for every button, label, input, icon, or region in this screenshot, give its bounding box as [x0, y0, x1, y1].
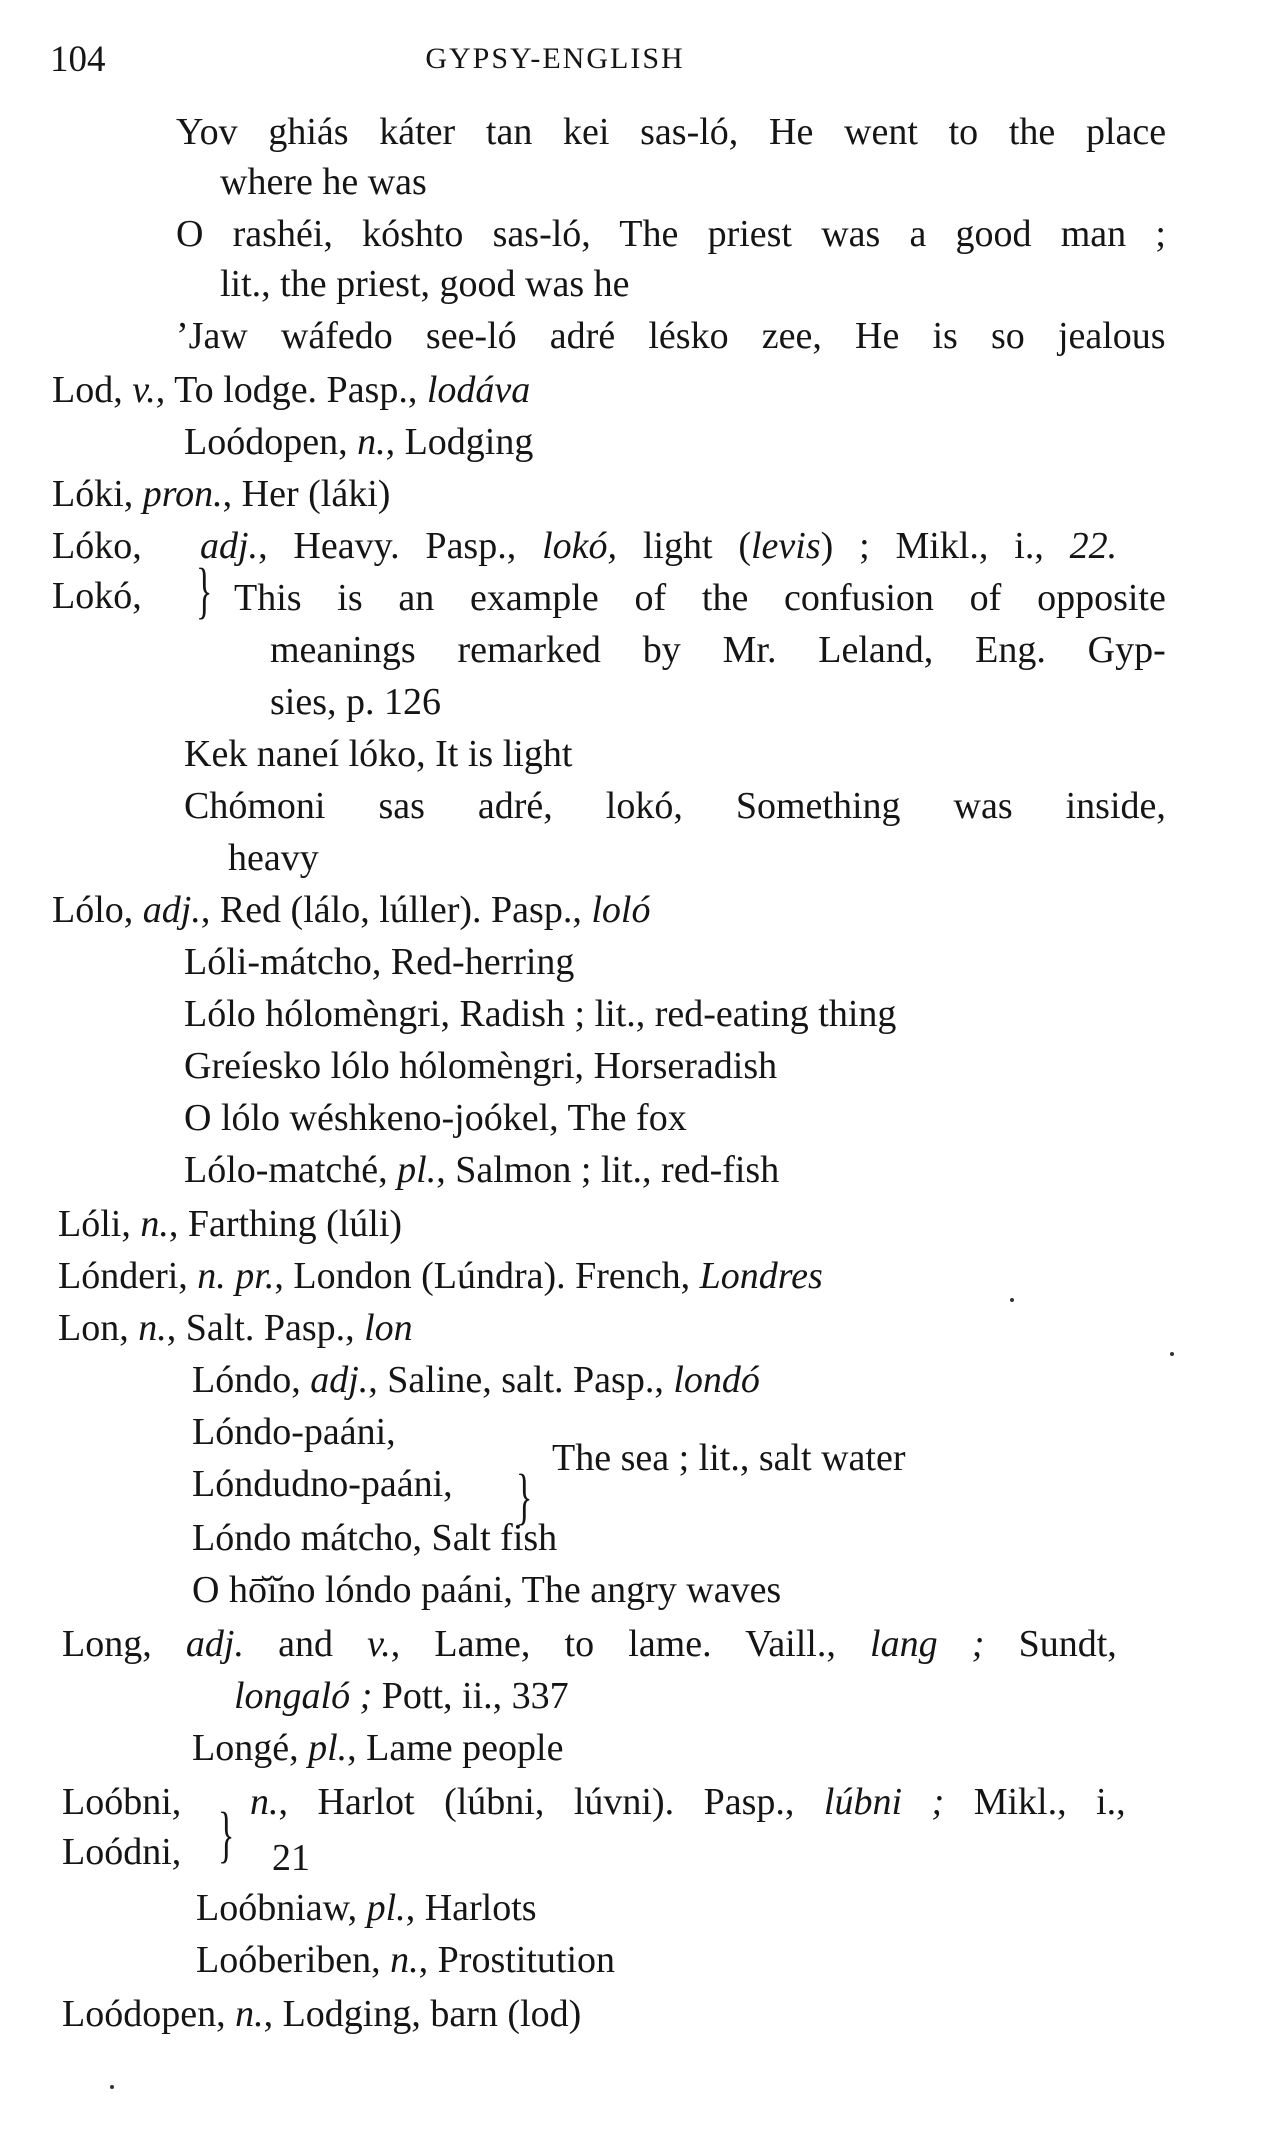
text-span: , Farthing (lúli) [168, 1203, 403, 1245]
italic-span: n. pr. [197, 1255, 275, 1297]
text-span: Lon, [58, 1307, 139, 1349]
text-span: Kek naneí lóko, It is light [184, 733, 573, 775]
text-span: Lólo hólomèngri, Radish ; lit., red-eating thing [184, 993, 897, 1035]
text-span: Lóndo mátcho, Salt fish [192, 1517, 558, 1559]
print-speck [1170, 1352, 1174, 1356]
text-line [192, 1723, 563, 1773]
text-span: Lóndo-paáni, [192, 1411, 396, 1453]
text-span: Loódopen, [62, 1993, 236, 2035]
text-line [184, 937, 574, 987]
text-span: and [243, 1623, 368, 1665]
text-span: Lólo, [52, 889, 143, 931]
text-span: , Heavy. Pasp., [258, 525, 543, 567]
text-span: Sundt, [984, 1623, 1117, 1665]
text-span: light ( [617, 525, 751, 567]
text-span: Lóli, [58, 1203, 141, 1245]
print-speck [110, 2085, 114, 2089]
text-line [52, 885, 650, 935]
text-span: , Red (lálo, lúller). Pasp., [200, 889, 592, 931]
italic-span: lang ; [870, 1623, 985, 1665]
text-line [270, 625, 1166, 675]
text-span: Loóbni, [62, 1781, 182, 1823]
brace-loobni: } [218, 1801, 235, 1869]
text-span: , Lodging [385, 421, 534, 463]
italic-span: levis [751, 525, 821, 567]
text-span: Greíesko lólo hólomèngri, Horseradish [184, 1045, 778, 1087]
text-span: , Saline, salt. Pasp., [368, 1359, 674, 1401]
text-span: Lóli-mátcho, Red-herring [184, 941, 575, 983]
text-line [200, 521, 1117, 571]
italic-span: lúbni ; [823, 1781, 945, 1823]
text-line [52, 469, 390, 519]
text-span: , Lodging, barn (lod) [263, 1993, 582, 2035]
text-span: Lólo-matché, [184, 1149, 398, 1191]
text-line [220, 259, 629, 309]
page-number: 104 [50, 39, 106, 80]
italic-span: adj. [310, 1359, 369, 1401]
text-line [184, 417, 533, 467]
text-span: Mikl., i., [944, 1781, 1126, 1823]
text-span: Loóberiben, [196, 1939, 391, 1981]
text-span: Pott, ii., 337 [372, 1675, 569, 1717]
text-span: , Prostitution [418, 1939, 616, 1981]
text-span: Lokó, [52, 575, 142, 617]
text-line [196, 1935, 615, 1985]
italic-span: loló [591, 889, 651, 931]
text-span: Loóbniaw, [196, 1887, 367, 1929]
italic-span: pron. [142, 473, 223, 515]
text-span: Lod, [52, 369, 133, 411]
text-line [192, 1355, 760, 1405]
text-span: Lóki, [52, 473, 143, 515]
text-line [192, 1407, 396, 1457]
text-span: heavy [228, 837, 319, 879]
text-line [52, 521, 142, 571]
italic-span: lokó, [542, 525, 617, 567]
text-span: Lóndudno-paáni, [192, 1463, 453, 1505]
text-line [62, 1777, 181, 1827]
page-header [50, 38, 1170, 98]
text-span: Lónderi, [58, 1255, 198, 1297]
text-span: Lóndo, [192, 1359, 311, 1401]
text-line [220, 157, 427, 207]
text-span: , Salt. Pasp., [166, 1307, 365, 1349]
italic-span: v. [367, 1623, 391, 1665]
italic-span: pl. [308, 1727, 348, 1769]
text-span: Loódopen, [184, 421, 358, 463]
italic-span: n. [357, 421, 386, 463]
text-span: O hō̆ı̆no lóndo paáni, The angry waves [192, 1569, 782, 1611]
text-line [52, 365, 530, 415]
text-line [552, 1433, 906, 1483]
text-span: Loódni, [62, 1831, 182, 1873]
italic-span: pl. [366, 1887, 406, 1929]
italic-span: adj. [185, 1623, 244, 1665]
text-span: This is an example of the confusion of opposite [234, 577, 1166, 619]
italic-span: n. [138, 1307, 167, 1349]
italic-span: v. [132, 369, 156, 411]
text-line [176, 209, 1166, 259]
running-head: GYPSY-ENGLISH [425, 42, 685, 75]
text-line [62, 1619, 1117, 1669]
text-line [184, 1041, 777, 1091]
text-line [192, 1513, 557, 1563]
text-line [58, 1199, 402, 1249]
text-span: , Her (láki) [222, 473, 391, 515]
text-span: Lóko, [52, 525, 142, 567]
italic-span: n. [140, 1203, 169, 1245]
text-line [184, 1093, 687, 1143]
text-line [184, 781, 1166, 831]
italic-span: n. [250, 1781, 279, 1823]
text-span: , Lame people [347, 1727, 564, 1769]
text-line [62, 1989, 581, 2039]
italic-span: adj. [142, 889, 201, 931]
italic-span: 22. [1069, 525, 1118, 567]
text-line [270, 677, 441, 727]
text-span: Yov ghiás káter tan kei sas-ló, He went to the place [176, 111, 1167, 153]
italic-span: lon [364, 1307, 413, 1349]
italic-span: pl. [397, 1149, 437, 1191]
text-span: where he was [220, 161, 427, 203]
text-span: , Harlot (lúbni, lúvni). Pasp., [278, 1781, 824, 1823]
italic-span: Londres [699, 1255, 823, 1297]
text-line [234, 1671, 569, 1721]
text-span: Chómoni sas adré, lokó, Something was inside, [184, 785, 1166, 827]
brace-londo: } [516, 1463, 533, 1531]
text-line [58, 1303, 413, 1353]
italic-span: lodáva [426, 369, 531, 411]
text-line [58, 1251, 823, 1301]
text-line [196, 1883, 537, 1933]
text-line [52, 571, 142, 621]
text-span: ’Jaw wáfedo see-ló adré lésko zee, He is so jealous [176, 315, 1166, 357]
text-span: ) ; Mikl., i., [820, 525, 1070, 567]
text-span: , Lame, to lame. Vaill., [390, 1623, 871, 1665]
text-line [192, 1565, 781, 1615]
text-line [184, 989, 896, 1039]
text-span: meanings remarked by Mr. Leland, Eng. Gyp- [270, 629, 1166, 671]
text-span: O lólo wéshkeno-joókel, The fox [184, 1097, 687, 1139]
text-line [192, 1459, 453, 1509]
text-span: , Harlots [405, 1887, 537, 1929]
text-span: , To lodge. Pasp., [155, 369, 427, 411]
text-line [62, 1827, 181, 1877]
text-span: sies, p. 126 [270, 681, 441, 723]
text-span: lit., the priest, good was he [220, 263, 630, 305]
text-line [184, 729, 572, 779]
italic-span: longaló ; [234, 1675, 373, 1717]
text-line [272, 1833, 310, 1883]
text-line [184, 1145, 779, 1195]
text-span: The sea ; lit., salt water [552, 1437, 906, 1479]
text-line [228, 833, 319, 883]
text-span: O rashéi, kóshto sas-ló, The priest was a good man ; [176, 213, 1166, 255]
text-span: , Salmon ; lit., red-fish [436, 1149, 780, 1191]
italic-span: londó [673, 1359, 760, 1401]
text-span: Longé, [192, 1727, 309, 1769]
text-line [176, 311, 1166, 361]
print-speck [1010, 1298, 1014, 1302]
italic-span: adj. [200, 525, 259, 567]
brace-loko: } [196, 557, 213, 625]
text-span: Long, [62, 1623, 186, 1665]
italic-span: n. [235, 1993, 264, 2035]
text-span: , London (Lúndra). French, [274, 1255, 700, 1297]
text-line [234, 573, 1166, 623]
text-line [176, 107, 1166, 157]
text-span: 21 [272, 1837, 310, 1879]
italic-span: n. [390, 1939, 419, 1981]
text-line [250, 1777, 1126, 1827]
